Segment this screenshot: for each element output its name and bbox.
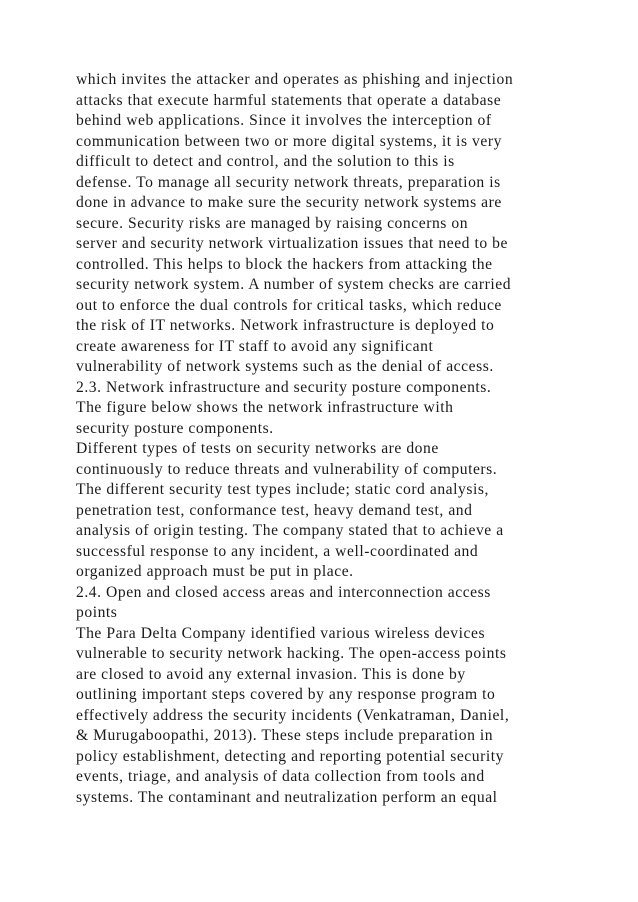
text-line: The figure below shows the network infrastructure with <box>76 399 454 416</box>
text-line: security network system. A number of system checks are carried <box>76 276 512 293</box>
text-line: Different types of tests on security networks are done <box>76 440 439 457</box>
text-line: which invites the attacker and operates as phishing and injection <box>76 71 514 88</box>
text-line: controlled. This helps to block the hackers from attacking the <box>76 255 493 273</box>
text-line: penetration test, conformance test, heavy demand test, and <box>76 501 473 519</box>
text-line: vulnerable to security network hacking. The open-access points <box>76 645 507 662</box>
text-line: the risk of IT networks. Network infrastructure is deployed to <box>76 317 495 334</box>
text-line: difficult to detect and control, and the solution to this is <box>76 153 455 170</box>
text-line: The different security test types include; static cord analysis, <box>76 481 489 498</box>
text-line: out to enforce the dual controls for critical tasks, which reduce <box>76 296 502 314</box>
document-body <box>76 70 576 808</box>
text-line: policy establishment, detecting and reporting potential security <box>76 747 504 765</box>
section-heading-2-4: 2.4. Open and closed access areas and interconnection access <box>76 583 491 601</box>
text-line: secure. Security risks are managed by raising concerns on <box>76 214 469 232</box>
text-line: server and security network virtualization issues that need to be <box>76 235 508 252</box>
text-line: The Para Delta Company identified various wireless devices <box>76 624 486 642</box>
text-line: systems. The contaminant and neutralization perform an equal <box>76 788 498 806</box>
text-line: successful response to any incident, a well-coordinated and <box>76 542 479 560</box>
text-line: organized approach must be put in place. <box>76 563 354 580</box>
section-heading-2-3: 2.3. Network infrastructure and security posture components. <box>76 378 492 396</box>
text-line: create awareness for IT staff to avoid any significant <box>76 337 434 355</box>
text-line: continuously to reduce threats and vulnerability of computers. <box>76 460 498 478</box>
text-line: are closed to avoid any external invasion. This is done by <box>76 665 466 683</box>
text-line: behind web applications. Since it involves the interception of <box>76 112 492 129</box>
text-line: attacks that execute harmful statements that operate a database <box>76 91 502 109</box>
text-line: events, triage, and analysis of data collection from tools and <box>76 768 485 785</box>
section-heading-2-4-continued: points <box>76 604 118 621</box>
text-line: communication between two or more digital systems, it is very <box>76 132 502 150</box>
text-line: effectively address the security incidents (Venkatraman, Daniel, <box>76 706 510 724</box>
text-line: & Murugaboopathi, 2013). These steps include preparation in <box>76 727 494 744</box>
text-line: done in advance to make sure the security network systems are <box>76 194 502 211</box>
text-line: defense. To manage all security network threats, preparation is <box>76 173 501 191</box>
text-line: outlining important steps covered by any response program to <box>76 686 496 703</box>
text-line: security posture components. <box>76 419 274 437</box>
text-line: vulnerability of network systems such as the denial of access. <box>76 358 494 375</box>
text-line: analysis of origin testing. The company stated that to achieve a <box>76 522 504 539</box>
